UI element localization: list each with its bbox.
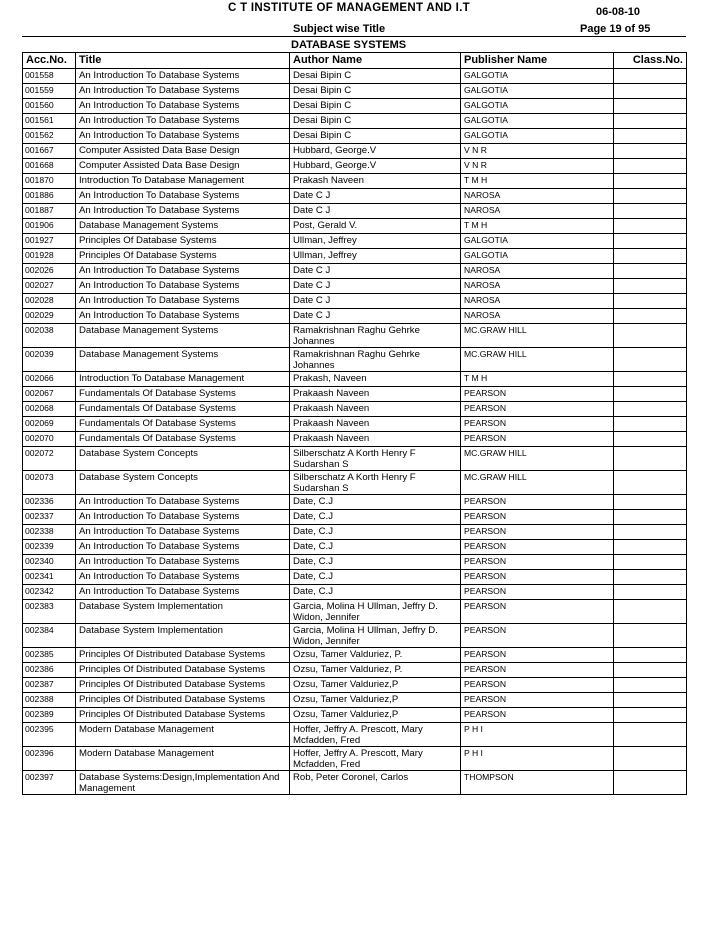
cell-acc: 001668: [23, 159, 76, 174]
column-header-acc-no: Acc.No.: [23, 53, 76, 69]
cell-acc: 002068: [23, 402, 76, 417]
cell-class: [614, 294, 687, 309]
cell-publisher: PEARSON: [461, 624, 614, 648]
cell-title: An Introduction To Database Systems: [76, 510, 290, 525]
cell-class: [614, 471, 687, 495]
cell-acc: 002072: [23, 447, 76, 471]
cell-author: Ullman, Jeffrey: [290, 249, 461, 264]
cell-acc: 001927: [23, 234, 76, 249]
cell-class: [614, 510, 687, 525]
cell-title: Database System Implementation: [76, 600, 290, 624]
cell-acc: 002383: [23, 600, 76, 624]
table-row: [23, 402, 687, 417]
table-row: [23, 264, 687, 279]
table-row: [23, 159, 687, 174]
cell-title: An Introduction To Database Systems: [76, 525, 290, 540]
table-row: [23, 324, 687, 348]
cell-author: Ozsu, Tamer Valduriez, P.: [290, 663, 461, 678]
cell-class: [614, 585, 687, 600]
cell-author: Date C J: [290, 294, 461, 309]
cell-acc: 002073: [23, 471, 76, 495]
cell-publisher: PEARSON: [461, 600, 614, 624]
institute-name: C T INSTITUTE OF MANAGEMENT AND I.T: [228, 2, 470, 14]
cell-title: Principles Of Distributed Database Systems: [76, 693, 290, 708]
cell-title: Database Systems:Design,Implementation And Management: [76, 771, 290, 795]
cell-class: [614, 204, 687, 219]
cell-publisher: GALGOTIA: [461, 69, 614, 84]
cell-publisher: GALGOTIA: [461, 234, 614, 249]
cell-acc: 001558: [23, 69, 76, 84]
cell-title: An Introduction To Database Systems: [76, 129, 290, 144]
cell-acc: 002395: [23, 723, 76, 747]
column-header-publisher: Publisher Name: [461, 53, 614, 69]
table-row: [23, 84, 687, 99]
table-row: [23, 234, 687, 249]
catalog-table: [22, 52, 687, 795]
subject-title: DATABASE SYSTEMS: [291, 39, 407, 51]
cell-class: [614, 279, 687, 294]
cell-publisher: PEARSON: [461, 693, 614, 708]
table-row: [23, 471, 687, 495]
cell-publisher: GALGOTIA: [461, 99, 614, 114]
cell-author: Ullman, Jeffrey: [290, 234, 461, 249]
cell-class: [614, 309, 687, 324]
cell-title: Database Management Systems: [76, 324, 290, 348]
cell-author: Ozsu, Tamer Valduriez, P.: [290, 648, 461, 663]
cell-publisher: V N R: [461, 144, 614, 159]
cell-class: [614, 324, 687, 348]
cell-class: [614, 234, 687, 249]
cell-publisher: GALGOTIA: [461, 129, 614, 144]
cell-publisher: NAROSA: [461, 279, 614, 294]
cell-acc: 002029: [23, 309, 76, 324]
cell-publisher: PEARSON: [461, 678, 614, 693]
cell-title: Modern Database Management: [76, 723, 290, 747]
cell-author: Date C J: [290, 279, 461, 294]
cell-class: [614, 387, 687, 402]
table-row: [23, 372, 687, 387]
cell-acc: 002384: [23, 624, 76, 648]
table-row: [23, 417, 687, 432]
table-row: [23, 174, 687, 189]
table-row: [23, 555, 687, 570]
cell-author: Post, Gerald V.: [290, 219, 461, 234]
subject-banner: [22, 36, 686, 53]
column-header-author: Author Name: [290, 53, 461, 69]
cell-publisher: PEARSON: [461, 585, 614, 600]
cell-title: Introduction To Database Management: [76, 372, 290, 387]
cell-title: Principles Of Database Systems: [76, 249, 290, 264]
cell-acc: 001886: [23, 189, 76, 204]
cell-author: Date, C.J: [290, 555, 461, 570]
table-row: [23, 540, 687, 555]
cell-acc: 002026: [23, 264, 76, 279]
cell-title: Principles Of Distributed Database Systems: [76, 678, 290, 693]
cell-acc: 002070: [23, 432, 76, 447]
cell-title: Computer Assisted Data Base Design: [76, 144, 290, 159]
cell-class: [614, 219, 687, 234]
cell-title: An Introduction To Database Systems: [76, 114, 290, 129]
cell-title: An Introduction To Database Systems: [76, 495, 290, 510]
cell-author: Hubbard, George.V: [290, 159, 461, 174]
cell-author: Desai Bipin C: [290, 84, 461, 99]
table-row: [23, 129, 687, 144]
table-row: [23, 69, 687, 84]
cell-title: An Introduction To Database Systems: [76, 84, 290, 99]
cell-publisher: T M H: [461, 219, 614, 234]
cell-author: Date C J: [290, 189, 461, 204]
cell-acc: 001561: [23, 114, 76, 129]
cell-acc: 002387: [23, 678, 76, 693]
cell-class: [614, 114, 687, 129]
cell-class: [614, 648, 687, 663]
cell-publisher: MC.GRAW HILL: [461, 447, 614, 471]
cell-publisher: NAROSA: [461, 204, 614, 219]
cell-title: Fundamentals Of Database Systems: [76, 402, 290, 417]
cell-title: Computer Assisted Data Base Design: [76, 159, 290, 174]
cell-acc: 001870: [23, 174, 76, 189]
cell-class: [614, 264, 687, 279]
cell-class: [614, 495, 687, 510]
cell-class: [614, 417, 687, 432]
cell-publisher: T M H: [461, 372, 614, 387]
cell-author: Date, C.J: [290, 510, 461, 525]
column-header-class-no: Class.No.: [614, 53, 687, 69]
cell-author: Hubbard, George.V: [290, 144, 461, 159]
cell-author: Silberschatz A Korth Henry F Sudarshan S: [290, 447, 461, 471]
cell-class: [614, 708, 687, 723]
cell-author: Prakaash Naveen: [290, 417, 461, 432]
cell-acc: 002396: [23, 747, 76, 771]
cell-author: Date C J: [290, 309, 461, 324]
cell-author: Garcia, Molina H Ullman, Jeffry D. Widon, Jennifer: [290, 624, 461, 648]
table-row: [23, 204, 687, 219]
cell-class: [614, 747, 687, 771]
cell-title: Principles Of Distributed Database Systems: [76, 648, 290, 663]
report-subtitle: Subject wise Title: [293, 23, 386, 35]
table-header-row: [23, 53, 687, 69]
cell-publisher: PEARSON: [461, 648, 614, 663]
cell-acc: 002389: [23, 708, 76, 723]
cell-author: Date, C.J: [290, 495, 461, 510]
cell-acc: 001560: [23, 99, 76, 114]
cell-class: [614, 447, 687, 471]
cell-title: An Introduction To Database Systems: [76, 540, 290, 555]
cell-title: Fundamentals Of Database Systems: [76, 387, 290, 402]
cell-acc: 002336: [23, 495, 76, 510]
page-number: Page 19 of 95: [580, 23, 651, 35]
cell-author: Desai Bipin C: [290, 114, 461, 129]
cell-author: Date C J: [290, 264, 461, 279]
cell-publisher: PEARSON: [461, 402, 614, 417]
cell-class: [614, 249, 687, 264]
table-row: [23, 771, 687, 795]
cell-publisher: PEARSON: [461, 663, 614, 678]
table-row: [23, 747, 687, 771]
cell-publisher: GALGOTIA: [461, 84, 614, 99]
table-row: [23, 678, 687, 693]
cell-class: [614, 624, 687, 648]
cell-author: Ozsu, Tamer Valduriez,P: [290, 708, 461, 723]
cell-title: An Introduction To Database Systems: [76, 294, 290, 309]
table-row: [23, 663, 687, 678]
cell-title: An Introduction To Database Systems: [76, 555, 290, 570]
cell-publisher: P H I: [461, 723, 614, 747]
cell-author: Ramakrishnan Raghu Gehrke Johannes: [290, 324, 461, 348]
table-row: [23, 432, 687, 447]
cell-author: Rob, Peter Coronel, Carlos: [290, 771, 461, 795]
cell-publisher: PEARSON: [461, 555, 614, 570]
cell-class: [614, 525, 687, 540]
cell-author: Ozsu, Tamer Valduriez,P: [290, 678, 461, 693]
cell-title: An Introduction To Database Systems: [76, 99, 290, 114]
cell-author: Silberschatz A Korth Henry F Sudarshan S: [290, 471, 461, 495]
cell-class: [614, 600, 687, 624]
cell-author: Prakash, Naveen: [290, 372, 461, 387]
column-header-title: Title: [76, 53, 290, 69]
cell-author: Garcia, Molina H Ullman, Jeffry D. Widon, Jennifer: [290, 600, 461, 624]
cell-title: Fundamentals Of Database Systems: [76, 417, 290, 432]
cell-author: Date, C.J: [290, 525, 461, 540]
cell-class: [614, 159, 687, 174]
cell-publisher: PEARSON: [461, 387, 614, 402]
cell-class: [614, 129, 687, 144]
cell-acc: 002339: [23, 540, 76, 555]
table-row: [23, 387, 687, 402]
cell-title: Principles Of Distributed Database Systems: [76, 708, 290, 723]
cell-class: [614, 174, 687, 189]
cell-author: Desai Bipin C: [290, 69, 461, 84]
cell-title: An Introduction To Database Systems: [76, 570, 290, 585]
cell-publisher: NAROSA: [461, 189, 614, 204]
table-row: [23, 510, 687, 525]
cell-title: Introduction To Database Management: [76, 174, 290, 189]
cell-author: Hoffer, Jeffry A. Prescott, Mary Mcfadden, Fred: [290, 747, 461, 771]
cell-author: Date, C.J: [290, 585, 461, 600]
table-row: [23, 600, 687, 624]
cell-class: [614, 432, 687, 447]
cell-title: Principles Of Database Systems: [76, 234, 290, 249]
cell-acc: 002385: [23, 648, 76, 663]
table-row: [23, 114, 687, 129]
cell-author: Desai Bipin C: [290, 129, 461, 144]
cell-acc: 002028: [23, 294, 76, 309]
cell-title: An Introduction To Database Systems: [76, 309, 290, 324]
cell-acc: 001667: [23, 144, 76, 159]
cell-author: Date, C.J: [290, 540, 461, 555]
cell-author: Prakaash Naveen: [290, 387, 461, 402]
cell-title: An Introduction To Database Systems: [76, 279, 290, 294]
table-row: [23, 624, 687, 648]
cell-acc: 002066: [23, 372, 76, 387]
cell-title: Fundamentals Of Database Systems: [76, 432, 290, 447]
cell-publisher: PEARSON: [461, 540, 614, 555]
cell-class: [614, 402, 687, 417]
cell-acc: 002069: [23, 417, 76, 432]
cell-author: Prakaash Naveen: [290, 432, 461, 447]
cell-title: Database System Concepts: [76, 447, 290, 471]
cell-class: [614, 69, 687, 84]
cell-class: [614, 84, 687, 99]
cell-acc: 002027: [23, 279, 76, 294]
table-row: [23, 309, 687, 324]
cell-class: [614, 663, 687, 678]
table-row: [23, 693, 687, 708]
cell-acc: 002388: [23, 693, 76, 708]
cell-class: [614, 99, 687, 114]
cell-title: An Introduction To Database Systems: [76, 69, 290, 84]
cell-publisher: THOMPSON: [461, 771, 614, 795]
cell-acc: 002340: [23, 555, 76, 570]
cell-acc: 001906: [23, 219, 76, 234]
table-row: [23, 219, 687, 234]
cell-class: [614, 189, 687, 204]
report-date: 06-08-10: [596, 6, 641, 18]
cell-publisher: MC.GRAW HILL: [461, 324, 614, 348]
cell-author: Ozsu, Tamer Valduriez,P: [290, 693, 461, 708]
cell-author: Date, C.J: [290, 570, 461, 585]
cell-acc: 002342: [23, 585, 76, 600]
table-row: [23, 99, 687, 114]
cell-acc: 002039: [23, 348, 76, 372]
cell-acc: 002397: [23, 771, 76, 795]
table-row: [23, 249, 687, 264]
cell-publisher: PEARSON: [461, 708, 614, 723]
cell-publisher: P H I: [461, 747, 614, 771]
cell-class: [614, 771, 687, 795]
cell-class: [614, 540, 687, 555]
cell-publisher: PEARSON: [461, 510, 614, 525]
cell-publisher: NAROSA: [461, 264, 614, 279]
table-row: [23, 708, 687, 723]
cell-class: [614, 693, 687, 708]
cell-publisher: MC.GRAW HILL: [461, 471, 614, 495]
cell-class: [614, 144, 687, 159]
cell-class: [614, 348, 687, 372]
table-row: [23, 723, 687, 747]
cell-acc: 001928: [23, 249, 76, 264]
cell-class: [614, 372, 687, 387]
cell-author: Date C J: [290, 204, 461, 219]
table-row: [23, 525, 687, 540]
cell-author: Ramakrishnan Raghu Gehrke Johannes: [290, 348, 461, 372]
cell-publisher: V N R: [461, 159, 614, 174]
cell-title: An Introduction To Database Systems: [76, 204, 290, 219]
cell-title: Modern Database Management: [76, 747, 290, 771]
table-row: [23, 495, 687, 510]
cell-publisher: MC.GRAW HILL: [461, 348, 614, 372]
table-row: [23, 144, 687, 159]
cell-author: Desai Bipin C: [290, 99, 461, 114]
cell-title: Principles Of Distributed Database Systems: [76, 663, 290, 678]
cell-publisher: T M H: [461, 174, 614, 189]
table-row: [23, 585, 687, 600]
table-row: [23, 570, 687, 585]
cell-publisher: PEARSON: [461, 432, 614, 447]
cell-acc: 002386: [23, 663, 76, 678]
table-row: [23, 447, 687, 471]
cell-class: [614, 723, 687, 747]
cell-class: [614, 555, 687, 570]
cell-publisher: NAROSA: [461, 294, 614, 309]
table-row: [23, 189, 687, 204]
cell-acc: 002341: [23, 570, 76, 585]
cell-acc: 002038: [23, 324, 76, 348]
cell-publisher: PEARSON: [461, 417, 614, 432]
cell-title: An Introduction To Database Systems: [76, 585, 290, 600]
cell-class: [614, 570, 687, 585]
cell-acc: 001887: [23, 204, 76, 219]
cell-publisher: GALGOTIA: [461, 114, 614, 129]
cell-publisher: NAROSA: [461, 309, 614, 324]
cell-class: [614, 678, 687, 693]
cell-acc: 002338: [23, 525, 76, 540]
cell-title: An Introduction To Database Systems: [76, 189, 290, 204]
cell-author: Prakaash Naveen: [290, 402, 461, 417]
cell-publisher: PEARSON: [461, 495, 614, 510]
cell-acc: 001559: [23, 84, 76, 99]
cell-publisher: PEARSON: [461, 570, 614, 585]
cell-title: Database Management Systems: [76, 348, 290, 372]
table-row: [23, 648, 687, 663]
cell-publisher: PEARSON: [461, 525, 614, 540]
table-row: [23, 348, 687, 372]
cell-title: Database System Implementation: [76, 624, 290, 648]
table-row: [23, 294, 687, 309]
cell-acc: 002337: [23, 510, 76, 525]
cell-author: Hoffer, Jeffry A. Prescott, Mary Mcfadden, Fred: [290, 723, 461, 747]
cell-title: Database System Concepts: [76, 471, 290, 495]
cell-acc: 001562: [23, 129, 76, 144]
cell-title: An Introduction To Database Systems: [76, 264, 290, 279]
table-row: [23, 279, 687, 294]
cell-author: Prakash Naveen: [290, 174, 461, 189]
cell-publisher: GALGOTIA: [461, 249, 614, 264]
cell-acc: 002067: [23, 387, 76, 402]
cell-title: Database Management Systems: [76, 219, 290, 234]
